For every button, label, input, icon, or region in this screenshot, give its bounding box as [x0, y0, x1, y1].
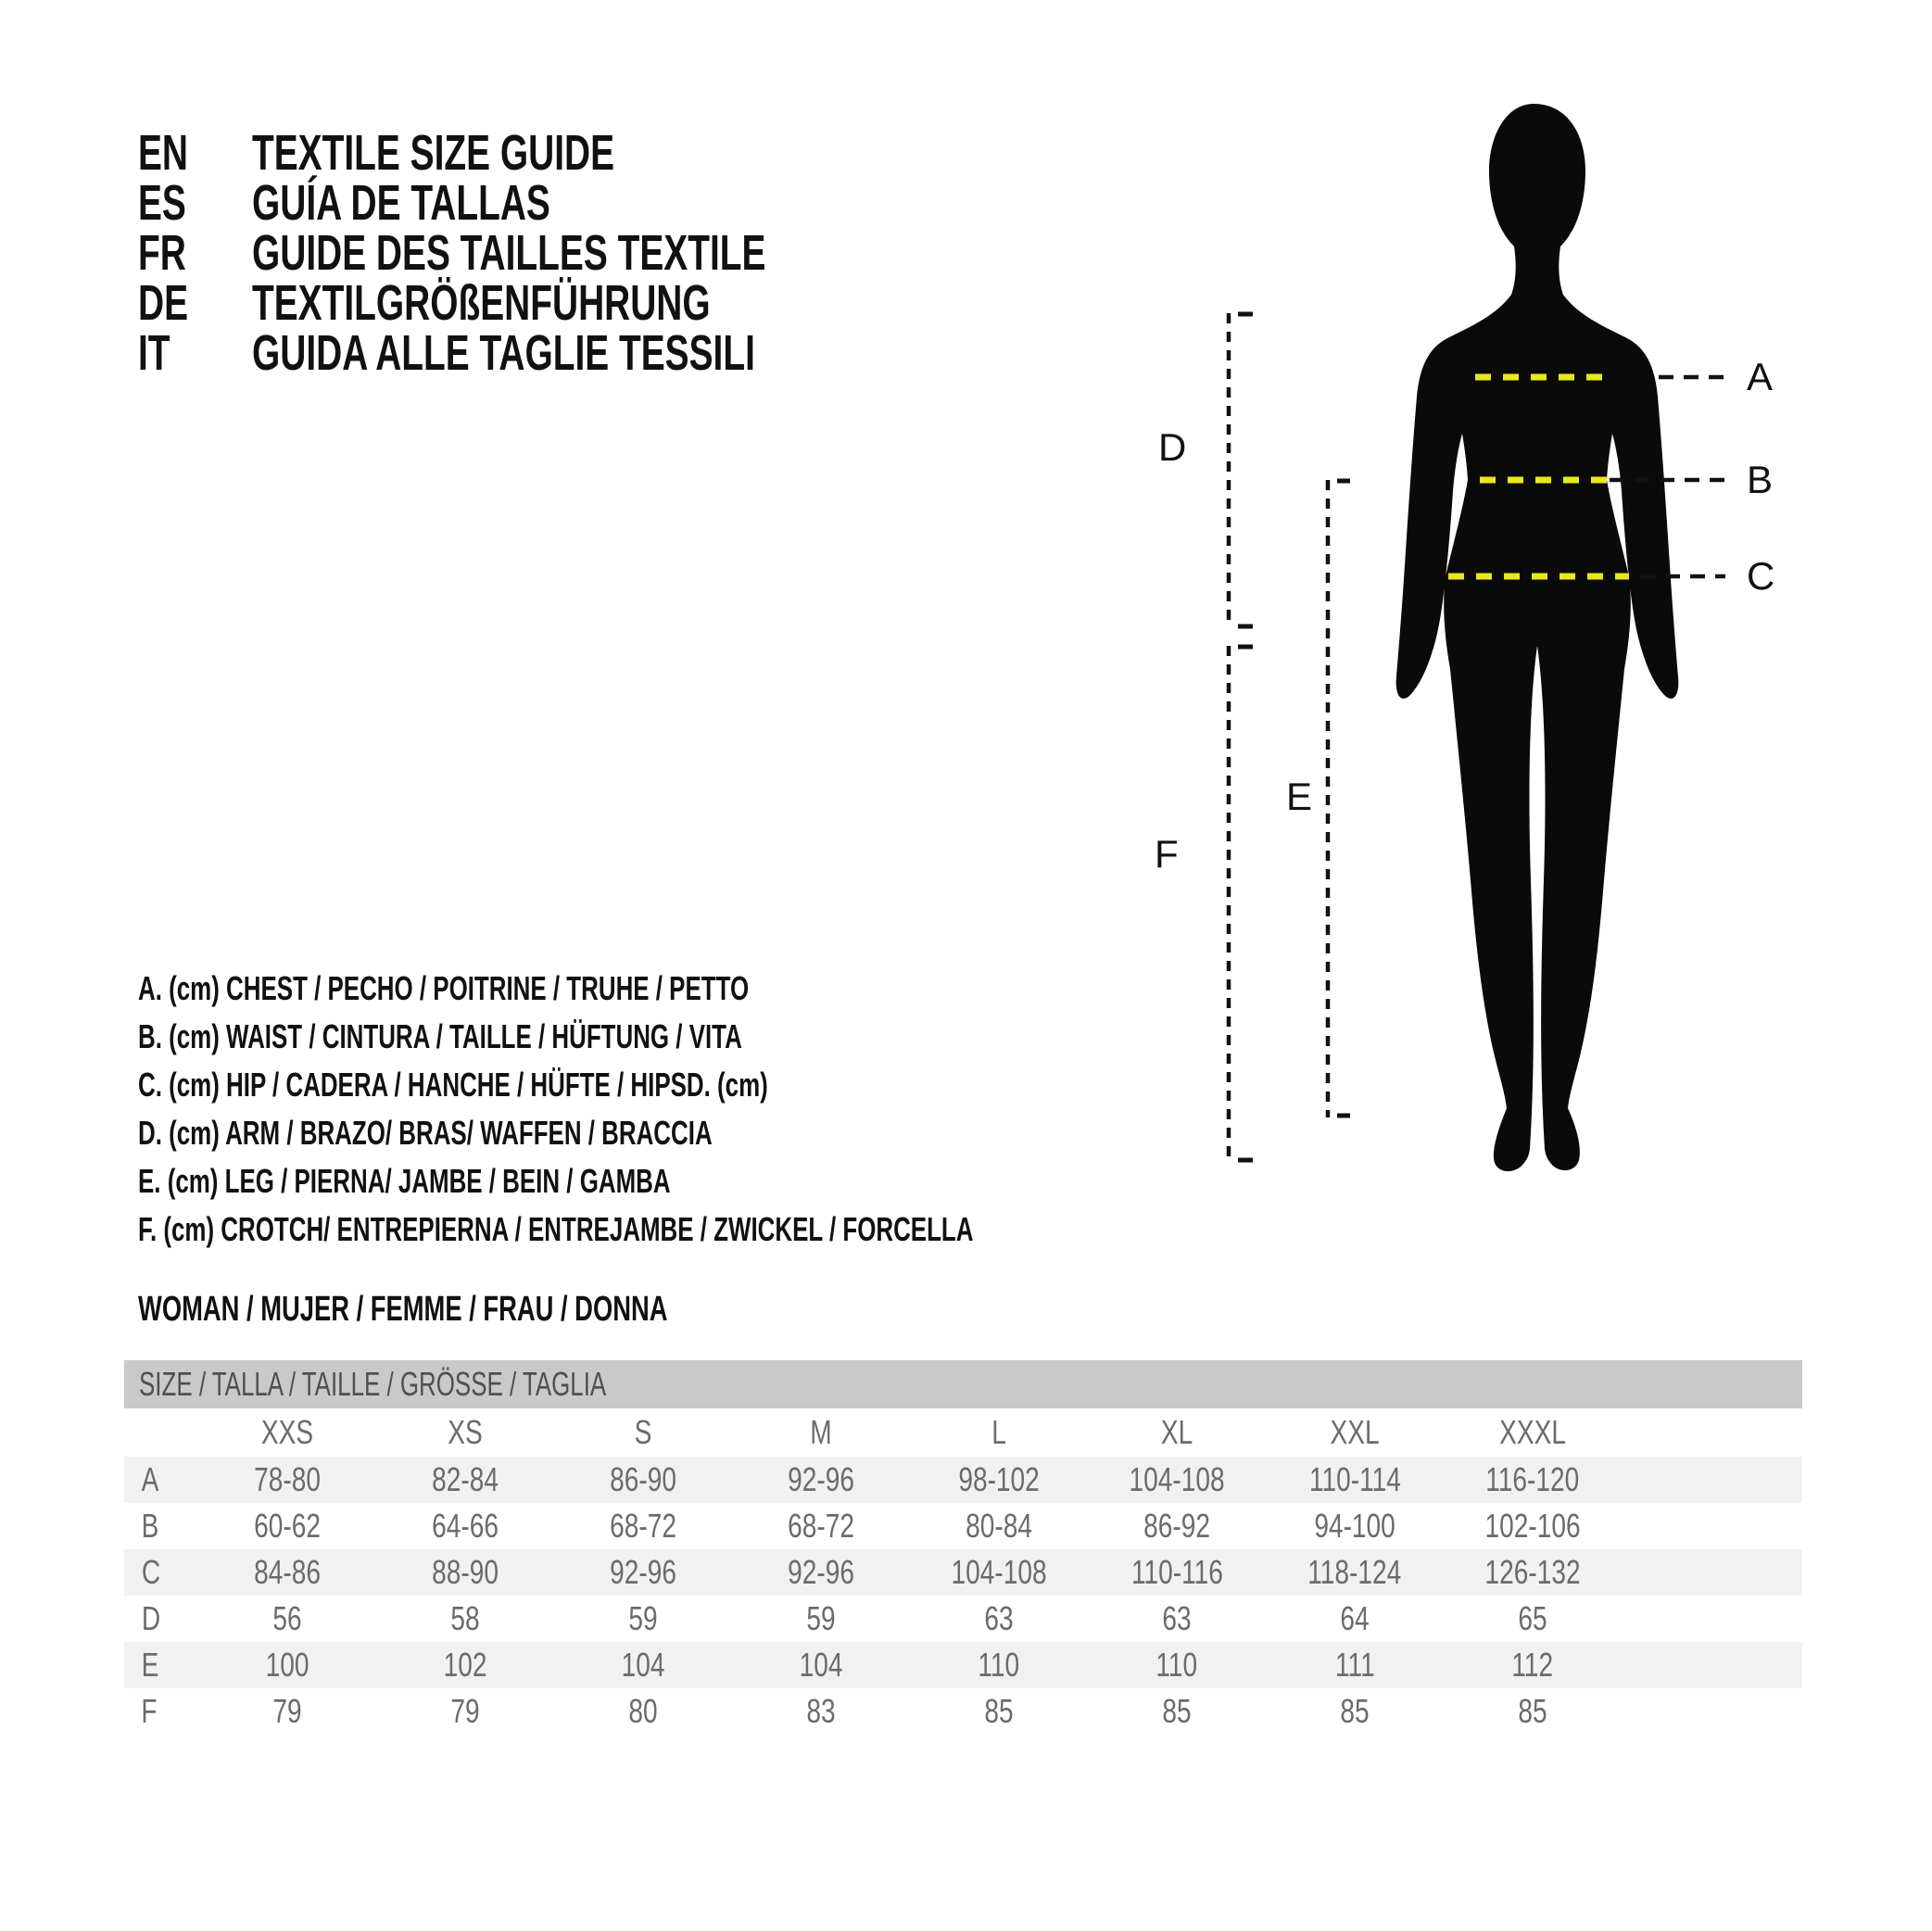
table-cell: 104-108: [951, 1553, 1047, 1591]
row-label: C: [141, 1553, 161, 1591]
table-cell: 85: [1518, 1692, 1547, 1730]
table-cell: 86-92: [1143, 1507, 1210, 1545]
table-cell: 102-106: [1484, 1507, 1581, 1545]
table-cell: 110-114: [1308, 1460, 1401, 1498]
size-col-header: L: [991, 1413, 1006, 1451]
table-cell: 85: [984, 1692, 1014, 1730]
crotch-label: F: [1155, 832, 1179, 876]
table-cell: 110: [1155, 1646, 1198, 1684]
table-cell: 56: [272, 1599, 302, 1637]
table-cell: 104-108: [1129, 1460, 1225, 1498]
row-label: A: [141, 1460, 159, 1498]
table-cell: 102: [443, 1646, 487, 1684]
size-table: [124, 1360, 1802, 1735]
table-cell: 111: [1334, 1646, 1375, 1684]
table-row-waist: [124, 1503, 1802, 1549]
table-cell: 110-116: [1130, 1553, 1223, 1591]
table-row-leg: [124, 1642, 1802, 1688]
chest-label: A: [1747, 355, 1774, 398]
table-cell: 58: [450, 1599, 480, 1637]
table-cell: 82-84: [432, 1460, 499, 1498]
language-code: FR: [138, 225, 186, 281]
table-cell: 68-72: [610, 1507, 676, 1545]
table-cell: 126-132: [1484, 1553, 1581, 1591]
table-cell: 84-86: [254, 1553, 321, 1591]
language-code: IT: [138, 325, 170, 381]
table-cell: 88-90: [432, 1553, 499, 1591]
guide-title-en: TEXTILE SIZE GUIDE: [252, 125, 615, 181]
table-row-arm: [124, 1596, 1802, 1642]
table-cell: 100: [265, 1646, 309, 1684]
row-label: B: [141, 1507, 159, 1545]
size-col-header: XS: [448, 1413, 483, 1451]
legend-line-chest: A. (cm) CHEST / PECHO / POITRINE / TRUHE / PETTO: [138, 969, 750, 1007]
legend-line-leg: E. (cm) LEG / PIERNA/ JAMBE / BEIN / GAMBA: [138, 1162, 671, 1200]
table-cell: 112: [1511, 1646, 1554, 1684]
table-cell: 65: [1518, 1599, 1547, 1637]
size-table-sizes-row: [124, 1408, 1802, 1457]
guide-title-it: GUIDA ALLE TAGLIE TESSILI: [252, 325, 755, 381]
table-cell: 92-96: [788, 1460, 854, 1498]
row-label: E: [141, 1646, 159, 1684]
language-code: DE: [138, 275, 189, 331]
table-cell: 98-102: [958, 1460, 1040, 1498]
size-col-header: XXXL: [1499, 1413, 1566, 1451]
table-cell: 85: [1340, 1692, 1370, 1730]
table-cell: 104: [799, 1646, 843, 1684]
table-cell: 63: [984, 1599, 1014, 1637]
language-code: ES: [138, 175, 186, 231]
table-cell: 64-66: [432, 1507, 499, 1545]
table-cell: 104: [621, 1646, 665, 1684]
size-col-header: XXS: [260, 1413, 314, 1451]
waist-label: B: [1747, 458, 1774, 501]
table-cell: 92-96: [788, 1553, 854, 1591]
table-cell: 63: [1162, 1599, 1192, 1637]
table-cell: 78-80: [254, 1460, 321, 1498]
measurement-legend: [138, 965, 1298, 1254]
table-cell: 118-124: [1307, 1553, 1402, 1591]
legend-line-hip: C. (cm) HIP / CADERA / HANCHE / HÜFTE / HIPSD. (cm): [138, 1066, 768, 1104]
hip-label: C: [1747, 554, 1775, 598]
table-cell: 59: [628, 1599, 658, 1637]
size-col-header: XXL: [1330, 1413, 1380, 1451]
leg-label: E: [1286, 775, 1313, 818]
table-cell: 92-96: [610, 1553, 676, 1591]
table-cell: 80-84: [966, 1507, 1032, 1545]
table-cell: 60-62: [254, 1507, 321, 1545]
row-label: F: [141, 1692, 158, 1730]
table-cell: 59: [806, 1599, 836, 1637]
size-col-header: S: [634, 1413, 652, 1451]
woman-silhouette-icon: [1396, 104, 1679, 1171]
legend-line-arm: D. (cm) ARM / BRAZO/ BRAS/ WAFFEN / BRACCIA: [138, 1114, 713, 1152]
table-row-hip: [124, 1549, 1802, 1596]
table-cell: 86-90: [610, 1460, 676, 1498]
table-row-crotch: [124, 1688, 1802, 1735]
arm-label: D: [1158, 425, 1187, 469]
table-cell: 80: [628, 1692, 658, 1730]
table-cell: 83: [806, 1692, 836, 1730]
language-code: EN: [138, 125, 189, 181]
guide-title-fr: GUIDE DES TAILLES TEXTILE: [252, 225, 766, 281]
guide-title-es: GUÍA DE TALLAS: [252, 175, 550, 231]
table-cell: 79: [450, 1692, 480, 1730]
legend-line-crotch: F. (cm) CROTCH/ ENTREPIERNA / ENTREJAMBE / ZWICKEL / FORCELLA: [138, 1210, 974, 1248]
legend-line-waist: B. (cm) WAIST / CINTURA / TAILLE / HÜFTUNG / VITA: [138, 1017, 742, 1055]
table-cell: 110: [978, 1646, 1020, 1684]
guide-title-de: TEXTILGRÖßENFÜHRUNG: [252, 275, 711, 331]
row-label: D: [141, 1599, 161, 1637]
table-cell: 68-72: [788, 1507, 854, 1545]
table-cell: 85: [1162, 1692, 1192, 1730]
size-col-header: XL: [1160, 1413, 1193, 1451]
table-cell: 64: [1340, 1599, 1370, 1637]
size-table-header: SIZE / TALLA / TAILLE / GRÖSSE / TAGLIA: [124, 1360, 1802, 1408]
size-col-header: M: [810, 1413, 832, 1451]
table-row-chest: [124, 1457, 1802, 1503]
table-cell: 116-120: [1485, 1460, 1580, 1498]
table-cell: 94-100: [1314, 1507, 1395, 1545]
table-cell: 79: [272, 1692, 302, 1730]
category-heading: WOMAN / MUJER / FEMME / FRAU / DONNA: [138, 1290, 668, 1329]
